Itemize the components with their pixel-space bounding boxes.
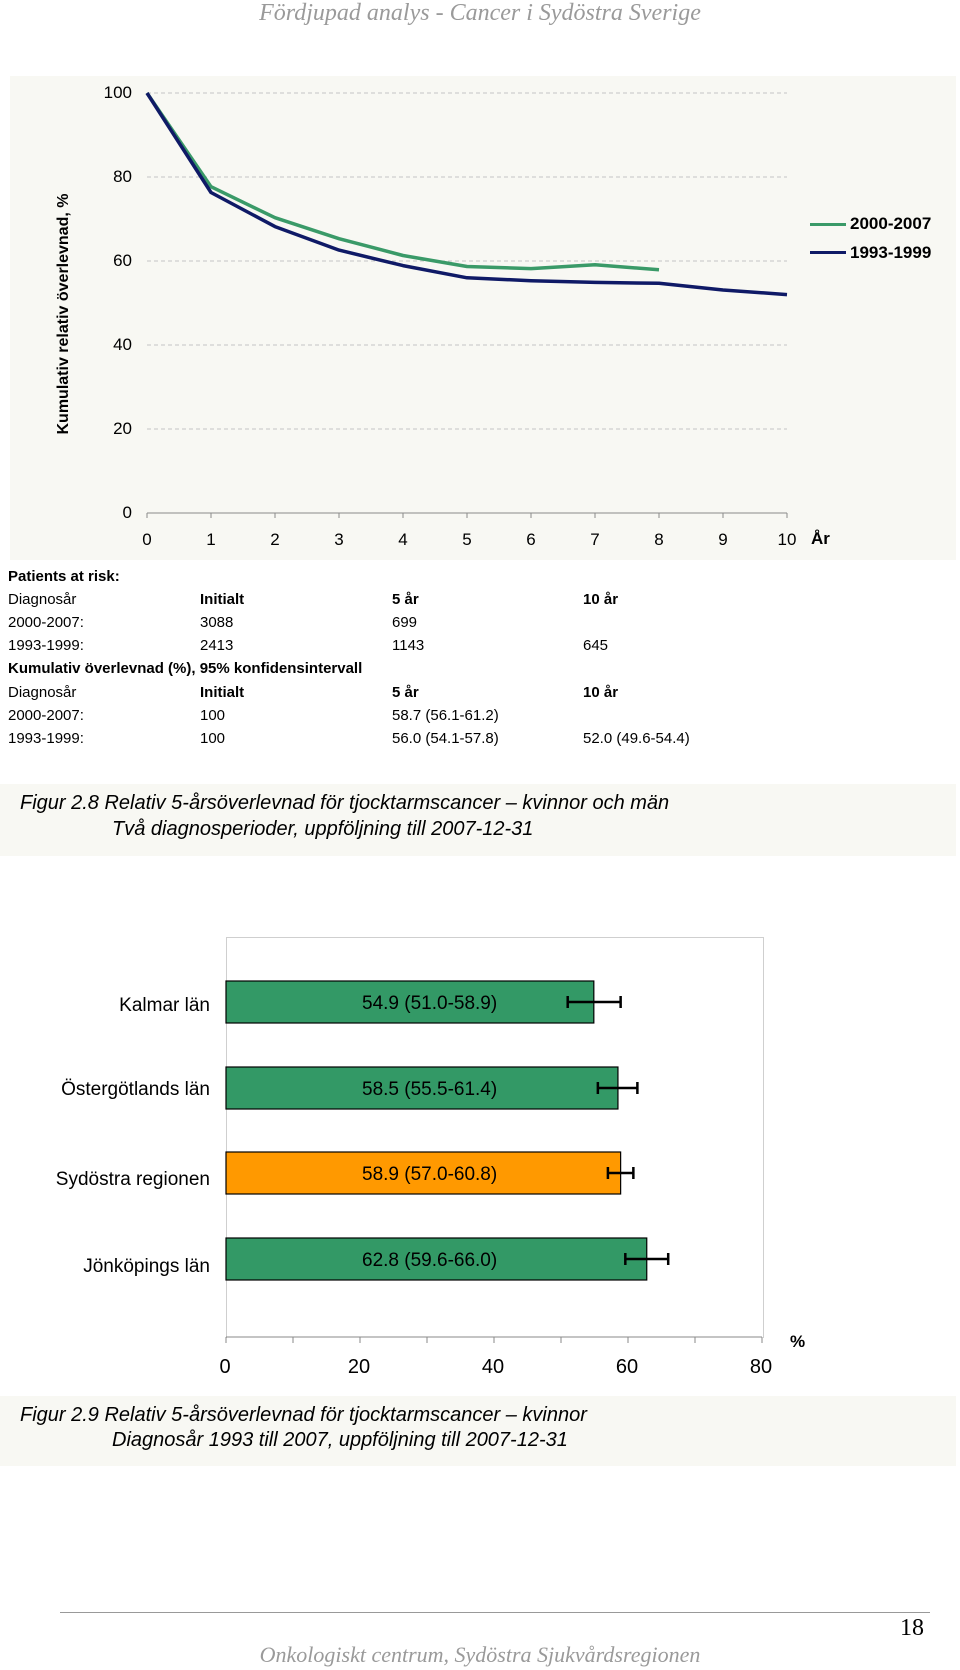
survival-row-label: 1993-1999: bbox=[8, 730, 84, 747]
risk-head-diag: Diagnosår bbox=[8, 591, 77, 608]
caption-line: Figur 2.9 Relativ 5-årsöverlevnad för tjocktarmscancer – kvinnor bbox=[20, 1404, 587, 1426]
x-tick: 9 bbox=[718, 530, 728, 549]
legend-label-1993-1999: 1993-1999 bbox=[850, 243, 932, 262]
survival-head-diag: Diagnosår bbox=[8, 684, 77, 701]
survival-cell: 100 bbox=[200, 707, 226, 724]
bar-value-label: 54.9 (51.0-58.9) bbox=[362, 993, 498, 1014]
category-label-kalmar: Kalmar län bbox=[119, 995, 210, 1016]
bar-value-label: 62.8 (59.6-66.0) bbox=[362, 1250, 498, 1271]
risk-cell: 645 bbox=[583, 637, 609, 654]
x-tick: 8 bbox=[654, 530, 664, 549]
x-tick: 5 bbox=[462, 530, 472, 549]
figure-caption-2-8 bbox=[0, 784, 956, 856]
risk-cell: 1143 bbox=[392, 637, 425, 654]
survival-cell: 100 bbox=[200, 730, 226, 747]
caption-line: Två diagnosperioder, uppföljning till 2007-12-31 bbox=[112, 818, 534, 840]
y-tick: 20 bbox=[113, 419, 132, 438]
y-tick: 60 bbox=[113, 251, 132, 270]
survival-cell: 56.0 (54.1-57.8) bbox=[392, 730, 499, 747]
risk-title: Patients at risk: bbox=[8, 568, 120, 585]
chart1-y-axis-label: Kumulativ relativ överlevnad, % bbox=[55, 193, 72, 435]
survival-head-10yr: 10 år bbox=[583, 684, 619, 701]
x-tick: 0 bbox=[142, 530, 152, 549]
y-tick: 100 bbox=[103, 83, 132, 102]
y-tick: 80 bbox=[113, 167, 132, 186]
survival-cell: 52.0 (49.6-54.4) bbox=[583, 730, 690, 747]
x-tick: 4 bbox=[398, 530, 408, 549]
bar-x-tick: 40 bbox=[481, 1356, 505, 1378]
risk-row-label: 1993-1999: bbox=[8, 637, 84, 654]
bar-x-tick: 20 bbox=[347, 1356, 371, 1378]
caption-line: Figur 2.8 Relativ 5-årsöverlevnad för tjocktarmscancer – kvinnor och män bbox=[20, 792, 670, 814]
bar-unit: % bbox=[790, 1332, 806, 1351]
survival-head-initial: Initialt bbox=[200, 684, 245, 701]
legend-swatch-2000-2007 bbox=[810, 223, 846, 226]
category-label-ostergotland: Östergötlands län bbox=[61, 1079, 210, 1100]
risk-row-label: 2000-2007: bbox=[8, 614, 84, 631]
x-tick: 7 bbox=[590, 530, 600, 549]
survival-head-5yr: 5 år bbox=[392, 684, 419, 701]
page-number: 18 bbox=[900, 1615, 924, 1641]
series-line-1993-1999 bbox=[147, 93, 787, 295]
bar-x-tick: 0 bbox=[219, 1356, 231, 1378]
survival-cell: 58.7 (56.1-61.2) bbox=[392, 707, 499, 724]
survival-row-label: 2000-2007: bbox=[8, 707, 84, 724]
series-line-2000-2007 bbox=[147, 93, 659, 270]
caption-line: Diagnosår 1993 till 2007, uppföljning till 2007-12-31 bbox=[112, 1429, 568, 1451]
risk-cell: 3088 bbox=[200, 614, 234, 631]
risk-cell: 699 bbox=[392, 614, 418, 631]
bar-x-tick: 60 bbox=[615, 1356, 639, 1378]
category-label-sydostra: Sydöstra regionen bbox=[55, 1169, 210, 1190]
figure-caption-2-9 bbox=[0, 1396, 956, 1466]
x-tick: 10 bbox=[777, 530, 797, 549]
y-tick: 40 bbox=[113, 335, 132, 354]
risk-head-initial: Initialt bbox=[200, 591, 245, 608]
bar-value-label: 58.9 (57.0-60.8) bbox=[362, 1164, 498, 1185]
category-label-jonkoping: Jönköpings län bbox=[83, 1256, 210, 1277]
survival-chart-plot bbox=[0, 0, 960, 560]
legend-label-2000-2007: 2000-2007 bbox=[850, 214, 932, 233]
x-tick: 2 bbox=[270, 530, 280, 549]
x-tick: 3 bbox=[334, 530, 344, 549]
page-header: Fördjupad analys - Cancer i Sydöstra Sverige bbox=[259, 0, 701, 26]
x-axis-unit: År bbox=[811, 529, 830, 548]
risk-head-10yr: 10 år bbox=[583, 591, 619, 608]
risk-cell: 2413 bbox=[200, 637, 234, 654]
page-footer: Onkologiskt centrum, Sydöstra Sjukvårdsregionen bbox=[259, 1642, 701, 1667]
survival-table-title: Kumulativ överlevnad (%), 95% konfidensintervall bbox=[8, 660, 363, 677]
x-tick: 6 bbox=[526, 530, 536, 549]
bar-value-label: 58.5 (55.5-61.4) bbox=[362, 1079, 498, 1100]
footer-rule bbox=[60, 1612, 930, 1613]
risk-head-5yr: 5 år bbox=[392, 591, 419, 608]
y-tick: 0 bbox=[122, 503, 132, 522]
bar-x-tick: 80 bbox=[749, 1356, 773, 1378]
x-tick: 1 bbox=[206, 530, 216, 549]
legend-swatch-1993-1999 bbox=[810, 251, 846, 254]
bar-chart-plot bbox=[0, 900, 960, 1380]
